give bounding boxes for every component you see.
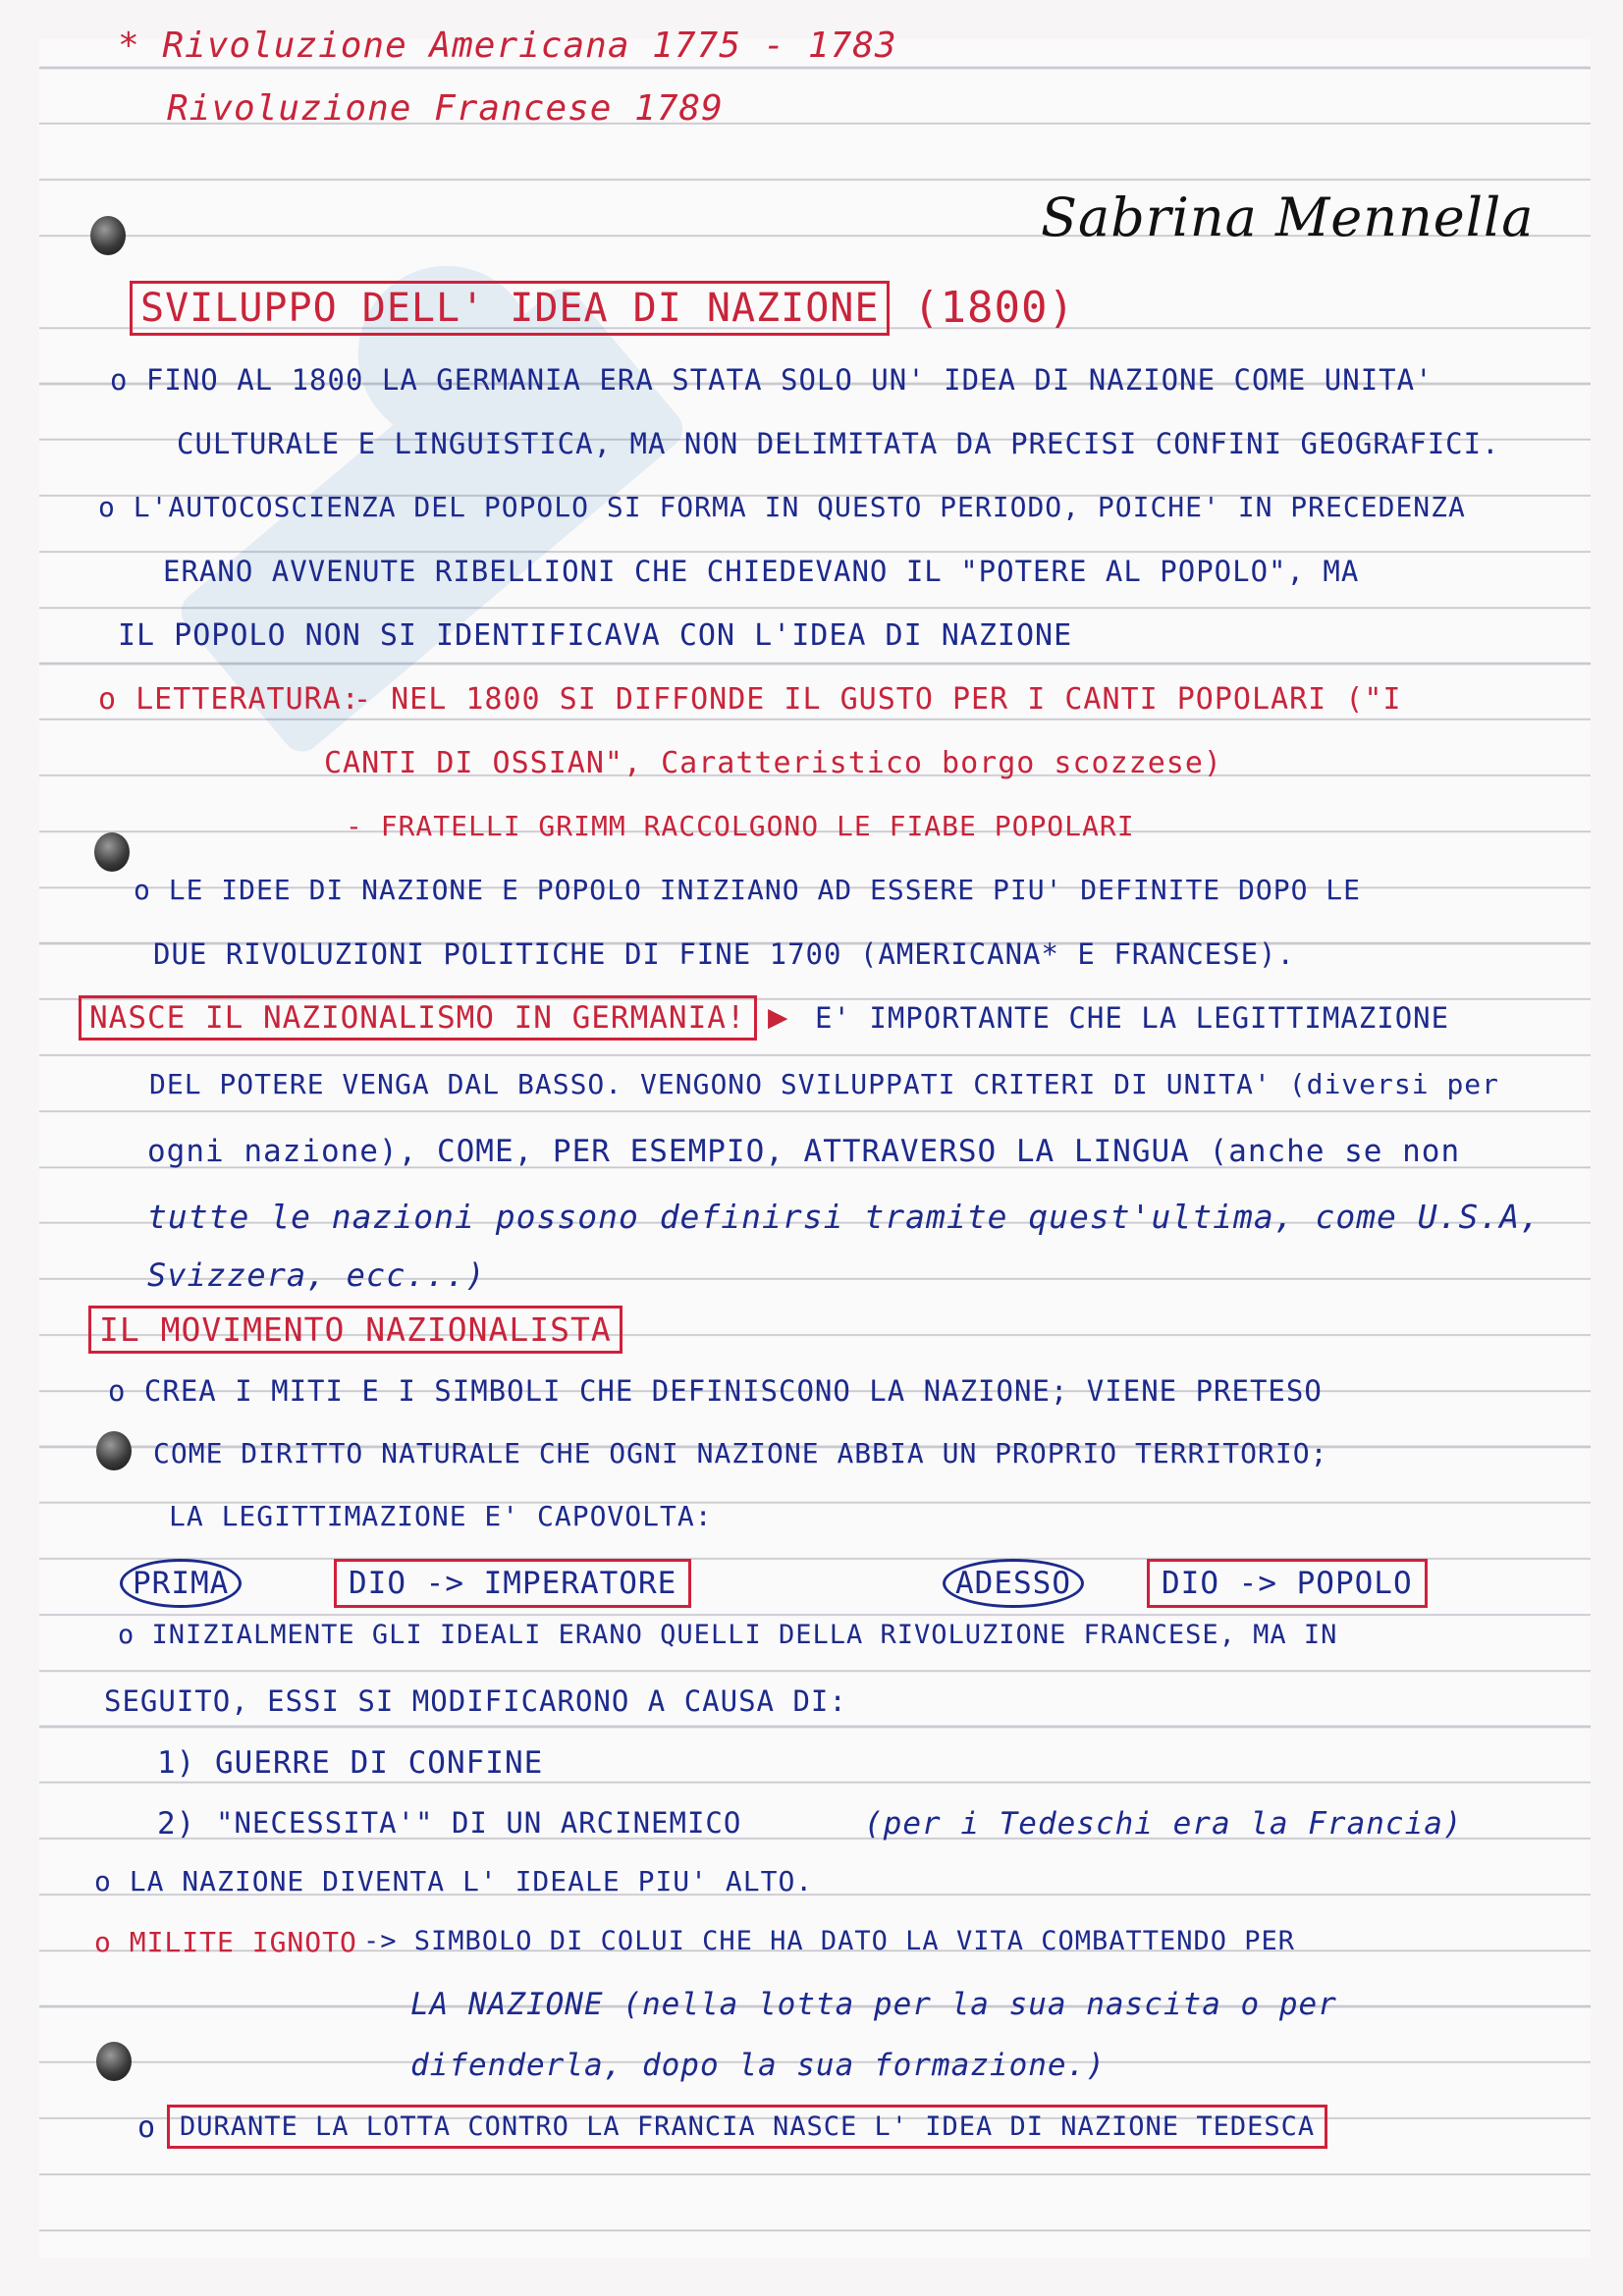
binder-hole-3 [96, 1431, 132, 1470]
paragraph-1-line-1: o FINO AL 1800 LA GERMANIA ERA STATA SOLO UN' IDEA DI NAZIONE COME UNITA' [110, 363, 1434, 397]
notebook-page [39, 26, 1591, 2258]
prima-value: DIO -> IMPERATORE [334, 1559, 691, 1608]
milite-ignoto-line-1: -> SIMBOLO DI COLUI CHE HA DATO LA VITA COMBATTENDO PER [363, 1926, 1296, 1956]
nazionalismo-line-2: DEL POTERE VENGA DAL BASSO. VENGONO SVILUPPATI CRITERI DI UNITA' (diversi per [149, 1068, 1500, 1100]
paragraph-1-line-2: CULTURALE E LINGUISTICA, MA NON DELIMITATA DA PRECISI CONFINI GEOGRAFICI. [177, 427, 1500, 460]
movimento-line-6: o LA NAZIONE DIVENTA L' IDEALE PIU' ALTO. [94, 1865, 814, 1897]
movimento-line-2: COME DIRITTO NATURALE CHE OGNI NAZIONE ABBIA UN PROPRIO TERRITORIO; [153, 1437, 1328, 1469]
binder-hole-4 [96, 2042, 132, 2081]
milite-ignoto-line-3: difenderla, dopo la sua formazione.) [410, 2048, 1106, 2083]
cause-item-2-note: (per i Tedeschi era la Francia) [864, 1806, 1463, 1842]
author-signature: Sabrina Mennella [1041, 187, 1535, 248]
nazionalismo-line-3: ogni nazione), COME, PER ESEMPIO, ATTRAVERSO LA LINGUA (anche se non [147, 1134, 1461, 1169]
prima-label: PRIMA [120, 1559, 242, 1608]
paragraph-4-line-1: o LE IDEE DI NAZIONE E POPOLO INIZIANO AD ESSERE PIU' DEFINITE DOPO LE [134, 874, 1362, 906]
letteratura-line-1: - NEL 1800 SI DIFFONDE IL GUSTO PER I CANTI POPOLARI ("I [353, 682, 1402, 717]
paragraph-4-line-2: DUE RIVOLUZIONI POLITICHE DI FINE 1700 (AMERICANA* E FRANCESE). [153, 937, 1295, 971]
letteratura-line-2: CANTI DI OSSIAN", Caratteristico borgo scozzese) [324, 746, 1222, 780]
header-line-french-revolution: Rivoluzione Francese 1789 [167, 88, 724, 129]
milite-ignoto-label: o MILITE IGNOTO [94, 1926, 357, 1958]
section-title-nazionalismo: NASCE IL NAZIONALISMO IN GERMANIA! [79, 995, 757, 1041]
cause-item-2-number: 2) [157, 1806, 196, 1842]
nazionalismo-line-5: Svizzera, ecc...) [147, 1256, 486, 1294]
milite-ignoto-line-2: LA NAZIONE (nella lotta per la sua nascita o per [410, 1987, 1337, 2022]
closing-statement: DURANTE LA LOTTA CONTRO LA FRANCIA NASCE L' IDEA DI NAZIONE TEDESCA [167, 2105, 1327, 2149]
movimento-line-3: LA LEGITTIMAZIONE E' CAPOVOLTA: [169, 1500, 713, 1532]
letteratura-label: o LETTERATURA: [98, 682, 360, 717]
nazionalismo-line-1: E' IMPORTANTE CHE LA LEGITTIMAZIONE [815, 1001, 1450, 1035]
letteratura-line-3: - FRATELLI GRIMM RACCOLGONO LE FIABE POPOLARI [346, 810, 1135, 842]
paragraph-2-line-2: ERANO AVVENUTE RIBELLIONI CHE CHIEDEVANO IL "POTERE AL POPOLO", MA [163, 555, 1360, 588]
binder-hole-2 [94, 832, 130, 872]
adesso-label: ADESSO [943, 1559, 1084, 1608]
movimento-line-1: o CREA I MITI E I SIMBOLI CHE DEFINISCONO LA NAZIONE; VIENE PRETESO [108, 1374, 1323, 1408]
paragraph-2-line-1: o L'AUTOCOSCIENZA DEL POPOLO SI FORMA IN QUESTO PERIODO, POICHE' IN PRECEDENZA [98, 491, 1466, 523]
cause-item-2-text: "NECESSITA'" DI UN ARCINEMICO [216, 1806, 742, 1840]
nazionalismo-line-4: tutte le nazioni possono definirsi tramite quest'ultima, come U.S.A, [147, 1198, 1542, 1236]
section-year: (1800) [913, 283, 1075, 333]
movimento-line-4: o INIZIALMENTE GLI IDEALI ERANO QUELLI DELLA RIVOLUZIONE FRANCESE, MA IN [118, 1620, 1338, 1650]
closing-bullet: o [137, 2110, 157, 2145]
section-title-movimento: IL MOVIMENTO NAZIONALISTA [88, 1306, 622, 1354]
paragraph-2-line-3: IL POPOLO NON SI IDENTIFICAVA CON L'IDEA DI NAZIONE [118, 618, 1073, 653]
binder-hole-1 [90, 216, 126, 255]
adesso-value: DIO -> POPOLO [1147, 1559, 1428, 1608]
cause-item-1: 1) GUERRE DI CONFINE [157, 1745, 544, 1781]
movimento-line-5: SEGUITO, ESSI SI MODIFICARONO A CAUSA DI: [104, 1684, 847, 1718]
header-line-american-revolution: * Rivoluzione Americana 1775 - 1783 [118, 26, 897, 66]
section-title-sviluppo: SVILUPPO DELL' IDEA DI NAZIONE [130, 281, 890, 336]
arrow-icon: ▶ [768, 997, 789, 1037]
